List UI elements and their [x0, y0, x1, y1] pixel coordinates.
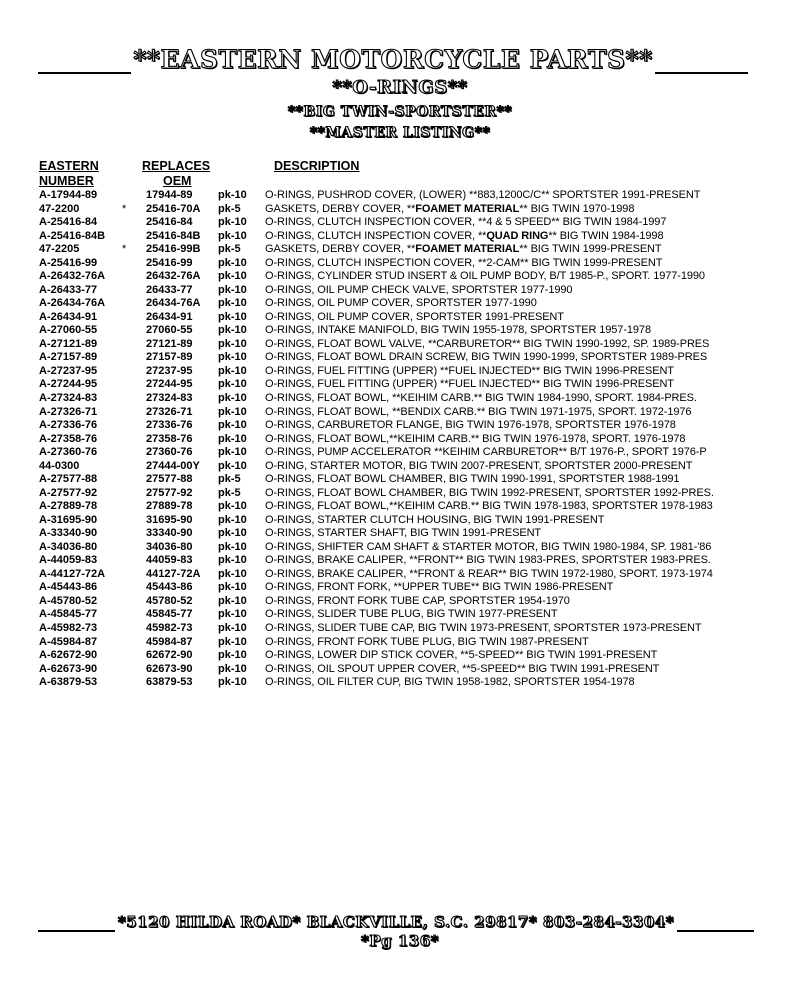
eastern-number: A-27889-78	[39, 500, 98, 513]
pack-size: pk-10	[218, 567, 247, 580]
pack-size: pk-10	[218, 608, 247, 621]
oem-number: 27336-76	[146, 419, 193, 432]
pack-size: pk-10	[218, 446, 247, 459]
title-line	[38, 44, 748, 74]
eastern-number: A-44127-72A	[39, 567, 106, 580]
oem-number: 27060-55	[146, 324, 193, 337]
description: O-RINGS, LOWER DIP STICK COVER, **5-SPEED** BIG TWIN 1991-PRESENT	[265, 649, 658, 662]
pack-size: pk-5	[218, 486, 241, 499]
oem-number: 25416-99	[146, 256, 193, 269]
description: GASKETS, DERBY COVER, **FOAMET MATERIAL** BIG TWIN 1970-1998	[265, 202, 635, 215]
description: O-RINGS, PUSHROD COVER, (LOWER) **883,1200C/C** SPORTSTER 1991-PRESENT	[265, 189, 701, 201]
pack-size: pk-10	[218, 364, 247, 377]
pack-size: pk-10	[218, 297, 247, 310]
description: O-RING, STARTER MOTOR, BIG TWIN 2007-PRESENT, SPORTSTER 2000-PRESENT	[265, 459, 693, 472]
oem-number: 44127-72A	[146, 567, 201, 580]
eastern-number: A-25416-84	[39, 216, 98, 229]
table-row	[0, 622, 800, 636]
oem-number: 27577-92	[146, 486, 193, 499]
subtitle-models: **BIG TWIN-SPORTSTER**	[287, 104, 513, 120]
pack-size: pk-10	[218, 310, 247, 323]
pack-size: pk-10	[218, 432, 247, 445]
eastern-number: A-45443-86	[39, 581, 98, 594]
pack-size: pk-10	[218, 391, 247, 404]
oem-number: 27237-95	[146, 364, 193, 377]
description: O-RINGS, PUMP ACCELERATOR **KEIHIM CARBURETOR** B/T 1976-P., SPORT 1976-P	[265, 446, 707, 459]
eastern-number: A-27577-92	[39, 486, 98, 499]
description: O-RINGS, OIL PUMP COVER, SPORTSTER 1991-PRESENT	[265, 310, 564, 323]
description: O-RINGS, SHIFTER CAM SHAFT & STARTER MOTOR, BIG TWIN 1980-1984, SP. 1981-'86	[265, 540, 712, 553]
table-row	[0, 419, 800, 433]
eastern-number: A-62672-90	[39, 649, 98, 662]
table-row	[0, 392, 800, 406]
description: O-RINGS, FLOAT BOWL VALVE, **CARBURETOR** BIG TWIN 1990-1992, SP. 1989-PRES	[265, 337, 710, 350]
pack-size: pk-10	[218, 270, 247, 283]
oem-number: 45982-73	[146, 622, 193, 634]
eastern-number: A-27358-76	[39, 432, 98, 445]
table-row	[0, 297, 800, 311]
eastern-number: A-44059-83	[39, 554, 98, 567]
description: GASKETS, DERBY COVER, **FOAMET MATERIAL** BIG TWIN 1999-PRESENT	[265, 243, 662, 256]
page-number: *Pg 136*	[361, 932, 439, 950]
description: O-RINGS, CYLINDER STUD INSERT & OIL PUMP BODY, B/T 1985-P., SPORT. 1977-1990	[265, 270, 705, 283]
eastern-number: A-45845-77	[39, 608, 98, 621]
eastern-number: 47-2205	[39, 243, 80, 256]
pack-size: pk-10	[218, 554, 247, 567]
pack-size: pk-10	[218, 581, 247, 594]
description: O-RINGS, FLOAT BOWL DRAIN SCREW, BIG TWIN 1990-1999, SPORTSTER 1989-PRES	[265, 351, 708, 364]
table-row	[0, 284, 800, 298]
pack-size: pk-10	[218, 649, 247, 662]
eastern-number: A-27336-76	[39, 419, 98, 432]
oem-number: 27324-83	[146, 391, 193, 404]
table-row	[0, 514, 800, 528]
description: O-RINGS, OIL FILTER CUP, BIG TWIN 1958-1982, SPORTSTER 1954-1978	[265, 676, 635, 689]
oem-number: 27360-76	[146, 446, 193, 459]
eastern-number: A-26434-76A	[39, 297, 106, 310]
table-row	[0, 243, 800, 257]
table-row	[0, 189, 800, 203]
oem-number: 31695-90	[146, 513, 193, 526]
description: O-RINGS, OIL SPOUT UPPER COVER, **5-SPEED** BIG TWIN 1991-PRESENT	[265, 662, 660, 675]
table-row	[0, 406, 800, 420]
description: O-RINGS, CLUTCH INSPECTION COVER, **QUAD RING** BIG TWIN 1984-1998	[265, 229, 664, 242]
pack-size: pk-10	[218, 405, 247, 418]
table-row	[0, 460, 800, 474]
eastern-number: A-45984-87	[39, 635, 98, 648]
oem-number: 27244-95	[146, 378, 193, 391]
description: O-RINGS, STARTER CLUTCH HOUSING, BIG TWIN 1991-PRESENT	[265, 513, 605, 526]
oem-number: 26434-91	[146, 310, 193, 323]
pack-size: pk-10	[218, 676, 247, 689]
table-row	[0, 636, 800, 650]
table-row	[0, 365, 800, 379]
oem-number: 26432-76A	[146, 270, 201, 283]
description: O-RINGS, FLOAT BOWL, **BENDIX CARB.** BIG TWIN 1971-1975, SPORT. 1972-1976	[265, 405, 692, 418]
pack-size: pk-10	[218, 351, 247, 364]
pack-size: pk-10	[218, 256, 247, 269]
description: O-RINGS, CLUTCH INSPECTION COVER, **4 & 5 SPEED** BIG TWIN 1984-1997	[265, 216, 667, 229]
parts-list	[0, 189, 800, 690]
table-row	[0, 541, 800, 555]
table-row	[0, 351, 800, 365]
pack-size: pk-10	[218, 229, 247, 242]
table-row	[0, 433, 800, 447]
pack-size: pk-10	[218, 527, 247, 540]
oem-number: 45984-87	[146, 635, 193, 648]
description: O-RINGS, FLOAT BOWL CHAMBER, BIG TWIN 1992-PRESENT, SPORTSTER 1992-PRES.	[265, 486, 714, 499]
description: O-RINGS, SLIDER TUBE CAP, BIG TWIN 1973-PRESENT, SPORTSTER 1973-PRESENT	[265, 622, 702, 634]
description: O-RINGS, FLOAT BOWL CHAMBER, BIG TWIN 1990-1991, SPORTSTER 1988-1991	[265, 473, 680, 486]
eastern-number: A-45780-52	[39, 594, 98, 607]
eastern-number: A-27326-71	[39, 405, 98, 418]
col-eastern-line2: NUMBER	[39, 174, 94, 188]
eastern-number: A-27577-88	[39, 473, 98, 486]
oem-number: 27577-88	[146, 473, 193, 486]
oem-number: 27326-71	[146, 405, 193, 418]
eastern-number: A-17944-89	[39, 189, 98, 201]
eastern-number: A-27157-89	[39, 351, 98, 364]
pack-size: pk-10	[218, 189, 247, 201]
table-row	[0, 378, 800, 392]
pack-size: pk-10	[218, 635, 247, 648]
table-row	[0, 649, 800, 663]
pack-size: pk-10	[218, 283, 247, 296]
eastern-number: A-25416-99	[39, 256, 98, 269]
oem-number: 26434-76A	[146, 297, 201, 310]
oem-number: 25416-99B	[146, 243, 201, 256]
pack-size: pk-5	[218, 243, 241, 256]
pack-size: pk-10	[218, 378, 247, 391]
description: O-RINGS, BRAKE CALIPER, **FRONT** BIG TWIN 1983-PRES, SPORTSTER 1983-PRES.	[265, 554, 711, 567]
table-row	[0, 270, 800, 284]
description: O-RINGS, BRAKE CALIPER, **FRONT & REAR** BIG TWIN 1972-1980, SPORT. 1973-1974	[265, 567, 713, 580]
page-title: **EASTERN MOTORCYCLE PARTS**	[133, 45, 653, 74]
pack-size: pk-10	[218, 594, 247, 607]
oem-number: 33340-90	[146, 527, 193, 540]
oem-number: 25416-84B	[146, 229, 201, 242]
table-row	[0, 203, 800, 217]
footer-line	[38, 906, 754, 932]
description: O-RINGS, STARTER SHAFT, BIG TWIN 1991-PRESENT	[265, 527, 542, 540]
table-row	[0, 216, 800, 230]
pack-size: pk-10	[218, 324, 247, 337]
description: O-RINGS, CLUTCH INSPECTION COVER, **2-CAM** BIG TWIN 1999-PRESENT	[265, 256, 663, 269]
oem-number: 34036-80	[146, 540, 193, 553]
col-replaces-line2: OEM	[163, 174, 192, 188]
eastern-number: A-27060-55	[39, 324, 98, 337]
footer-address: *5120 HILDA ROAD* BLACKVILLE, S.C. 29817* 803-284-3304*	[117, 913, 675, 931]
eastern-number: A-27324-83	[39, 391, 98, 404]
description: O-RINGS, OIL PUMP COVER, SPORTSTER 1977-1990	[265, 297, 537, 310]
description: O-RINGS, FUEL FITTING (UPPER) **FUEL INJECTED** BIG TWIN 1996-PRESENT	[265, 378, 674, 391]
pack-size: pk-10	[218, 662, 247, 675]
table-row	[0, 257, 800, 271]
pack-size: pk-10	[218, 622, 247, 634]
eastern-number: A-33340-90	[39, 527, 98, 540]
table-row	[0, 446, 800, 460]
eastern-number: A-26434-91	[39, 310, 98, 323]
eastern-number: 47-2200	[39, 202, 80, 215]
table-row	[0, 324, 800, 338]
oem-number: 26433-77	[146, 283, 193, 296]
table-row	[0, 554, 800, 568]
description: O-RINGS, FLOAT BOWL,**KEIHIM CARB.** BIG TWIN 1976-1978, SPORT. 1976-1978	[265, 432, 686, 445]
eastern-number: A-34036-80	[39, 540, 98, 553]
table-row	[0, 527, 800, 541]
eastern-number: A-62673-90	[39, 662, 98, 675]
eastern-number: A-27121-89	[39, 337, 98, 350]
oem-number: 17944-89	[146, 189, 193, 201]
oem-number: 25416-84	[146, 216, 193, 229]
description: O-RINGS, FLOAT BOWL, **KEIHIM CARB.** BIG TWIN 1984-1990, SPORT. 1984-PRES.	[265, 391, 697, 404]
table-row	[0, 568, 800, 582]
oem-number: 62673-90	[146, 662, 193, 675]
pack-size: pk-10	[218, 216, 247, 229]
title-right-rule	[655, 48, 748, 74]
oem-number: 27121-89	[146, 337, 193, 350]
eastern-number: A-27244-95	[39, 378, 98, 391]
eastern-number: A-63879-53	[39, 676, 98, 689]
table-row	[0, 230, 800, 244]
table-row	[0, 581, 800, 595]
eastern-number: A-27237-95	[39, 364, 98, 377]
description: O-RINGS, FRONT FORK TUBE PLUG, BIG TWIN 1987-PRESENT	[265, 635, 589, 648]
table-row	[0, 311, 800, 325]
subtitle-listing: **MASTER LISTING**	[309, 125, 491, 141]
pack-size: pk-10	[218, 513, 247, 526]
oem-number: 27358-76	[146, 432, 193, 445]
footer-right-rule	[677, 910, 754, 932]
subtitle-o-rings: **O-RINGS**	[332, 77, 468, 98]
table-row	[0, 595, 800, 609]
footer-left-rule	[38, 910, 115, 932]
description: O-RINGS, FLOAT BOWL,**KEIHIM CARB.** BIG TWIN 1978-1983, SPORTSTER 1978-1983	[265, 500, 713, 513]
col-eastern-line1: EASTERN	[39, 159, 99, 173]
oem-number: 25416-70A	[146, 202, 201, 215]
col-replaces-line1: REPLACES	[142, 159, 211, 173]
table-row	[0, 608, 800, 622]
pack-size: pk-5	[218, 202, 241, 215]
pack-size: pk-5	[218, 473, 241, 486]
eastern-number: A-27360-76	[39, 446, 98, 459]
eastern-number: A-25416-84B	[39, 229, 106, 242]
oem-number: 63879-53	[146, 676, 193, 689]
description: O-RINGS, SLIDER TUBE PLUG, BIG TWIN 1977-PRESENT	[265, 608, 558, 621]
title-left-rule	[38, 48, 131, 74]
pack-size: pk-10	[218, 419, 247, 432]
eastern-number: A-45982-73	[39, 622, 98, 634]
description: O-RINGS, FRONT FORK TUBE CAP, SPORTSTER 1954-1970	[265, 594, 570, 607]
oem-number: 44059-83	[146, 554, 193, 567]
description: O-RINGS, FRONT FORK, **UPPER TUBE** BIG TWIN 1986-PRESENT	[265, 581, 614, 594]
oem-number: 27157-89	[146, 351, 193, 364]
eastern-number: A-31695-90	[39, 513, 98, 526]
pack-size: pk-10	[218, 459, 247, 472]
table-row	[0, 676, 800, 690]
pack-size: pk-10	[218, 540, 247, 553]
description: O-RINGS, FUEL FITTING (UPPER) **FUEL INJECTED** BIG TWIN 1996-PRESENT	[265, 364, 674, 377]
pack-size: pk-10	[218, 500, 247, 513]
oem-number: 45845-77	[146, 608, 193, 621]
oem-number: 27889-78	[146, 500, 193, 513]
oem-number: 27444-00Y	[146, 459, 200, 472]
description: O-RINGS, OIL PUMP CHECK VALVE, SPORTSTER 1977-1990	[265, 283, 573, 296]
col-description: DESCRIPTION	[274, 159, 360, 173]
oem-number: 62672-90	[146, 649, 193, 662]
eastern-number: A-26433-77	[39, 283, 98, 296]
table-row	[0, 663, 800, 677]
new-item-star: *	[122, 202, 127, 215]
table-row	[0, 500, 800, 514]
description: O-RINGS, CARBURETOR FLANGE, BIG TWIN 1976-1978, SPORTSTER 1976-1978	[265, 419, 676, 432]
eastern-number: 44-0300	[39, 459, 80, 472]
table-row	[0, 487, 800, 501]
oem-number: 45780-52	[146, 594, 193, 607]
table-row	[0, 338, 800, 352]
oem-number: 45443-86	[146, 581, 193, 594]
new-item-star: *	[122, 243, 127, 256]
pack-size: pk-10	[218, 337, 247, 350]
description: O-RINGS, INTAKE MANIFOLD, BIG TWIN 1955-1978, SPORTSTER 1957-1978	[265, 324, 651, 337]
table-row	[0, 473, 800, 487]
eastern-number: A-26432-76A	[39, 270, 106, 283]
